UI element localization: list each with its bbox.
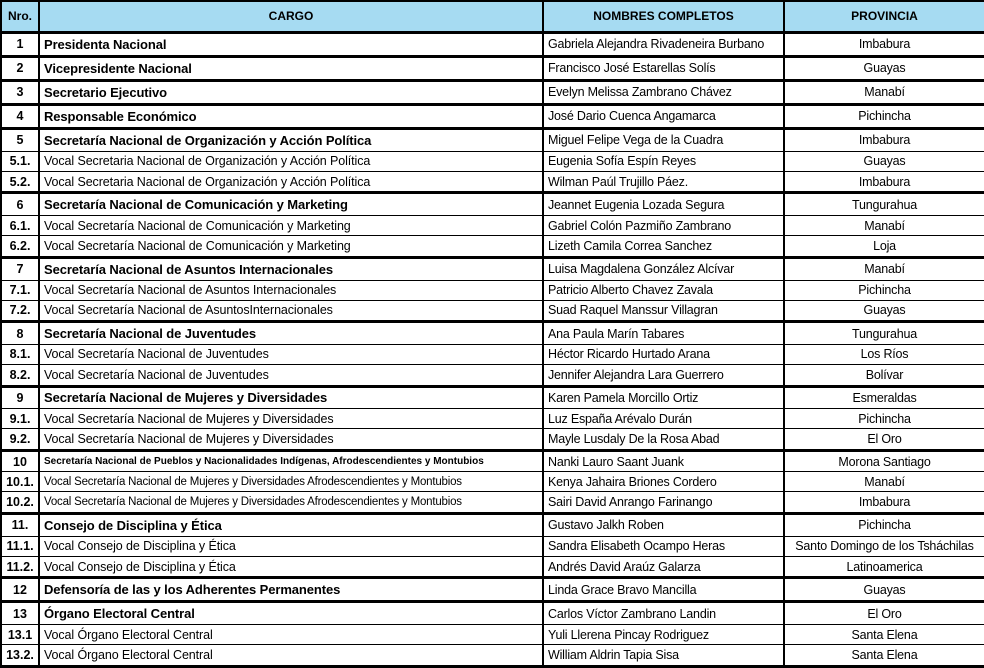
nombre-cell: Linda Grace Bravo Mancilla — [543, 578, 784, 602]
nombre-cell: Miguel Felipe Vega de la Cuadra — [543, 129, 784, 152]
table-row — [1, 386, 984, 409]
provincia-cell: Manabí — [784, 257, 984, 280]
cargo-cell: Secretaría Nacional de Comunicación y Marketing — [39, 193, 543, 216]
table-row — [1, 450, 984, 471]
row-number-cell: 11. — [1, 513, 39, 536]
row-number-cell: 7 — [1, 257, 39, 280]
table-row — [1, 104, 984, 128]
cargo-cell: Vicepresidente Nacional — [39, 56, 543, 80]
table-row — [1, 536, 984, 556]
table-row — [1, 80, 984, 104]
row-number-cell: 6.2. — [1, 236, 39, 257]
table-row — [1, 556, 984, 577]
nombre-cell: Gustavo Jalkh Roben — [543, 513, 784, 536]
nombre-cell: Wilman Paúl Trujillo Páez. — [543, 171, 784, 192]
cargo-cell: Vocal Secretaría Nacional de Asuntos Internacionales — [39, 280, 543, 300]
nombre-cell: Héctor Ricardo Hurtado Arana — [543, 344, 784, 364]
row-number-cell: 8.2. — [1, 365, 39, 386]
cargo-cell: Vocal Secretaría Nacional de Mujeres y Diversidades Afrodescendientes y Montubios — [39, 492, 543, 513]
nombre-cell: Sandra Elisabeth Ocampo Heras — [543, 536, 784, 556]
cargo-cell: Vocal Secretaria Nacional de Organización y Acción Política — [39, 171, 543, 192]
cargo-cell: Secretario Ejecutivo — [39, 80, 543, 104]
provincia-cell: Guayas — [784, 151, 984, 171]
row-number-cell: 10 — [1, 450, 39, 471]
row-number-cell: 7.1. — [1, 280, 39, 300]
provincia-cell: Manabí — [784, 80, 984, 104]
provincia-cell: Pichincha — [784, 409, 984, 429]
provincia-cell: Santa Elena — [784, 645, 984, 667]
nombre-cell: José Dario Cuenca Angamarca — [543, 104, 784, 128]
nombre-cell: Kenya Jahaira Briones Cordero — [543, 472, 784, 492]
provincia-cell: Morona Santiago — [784, 450, 984, 471]
cargo-cell: Secretaría Nacional de Asuntos Internacionales — [39, 257, 543, 280]
table-row — [1, 300, 984, 321]
table-row — [1, 513, 984, 536]
table-row — [1, 645, 984, 667]
cargo-cell: Vocal Secretaría Nacional de Mujeres y Diversidades Afrodescendientes y Montubios — [39, 472, 543, 492]
provincia-cell: Tungurahua — [784, 322, 984, 345]
table-row — [1, 216, 984, 236]
provincia-cell: Imbabura — [784, 492, 984, 513]
row-number-cell: 9.1. — [1, 409, 39, 429]
row-number-cell: 2 — [1, 56, 39, 80]
row-number-cell: 12 — [1, 578, 39, 602]
row-number-cell: 10.2. — [1, 492, 39, 513]
nombre-cell: William Aldrin Tapia Sisa — [543, 645, 784, 667]
cargo-cell: Secretaría Nacional de Organización y Acción Política — [39, 129, 543, 152]
table-row — [1, 578, 984, 602]
nombre-cell: Ana Paula Marín Tabares — [543, 322, 784, 345]
provincia-cell: El Oro — [784, 602, 984, 625]
nombre-cell: Jeannet Eugenia Lozada Segura — [543, 193, 784, 216]
nombre-cell: Lizeth Camila Correa Sanchez — [543, 236, 784, 257]
provincia-cell: Imbabura — [784, 171, 984, 192]
row-number-cell: 9 — [1, 386, 39, 409]
provincia-cell: Los Ríos — [784, 344, 984, 364]
cargo-cell: Secretaría Nacional de Mujeres y Diversidades — [39, 386, 543, 409]
nombre-cell: Carlos Víctor Zambrano Landin — [543, 602, 784, 625]
nombre-cell: Nanki Lauro Saant Juank — [543, 450, 784, 471]
cargo-cell: Secretaría Nacional de Pueblos y Nacionalidades Indígenas, Afrodescendientes y Montubios — [39, 450, 543, 471]
provincia-cell: Manabí — [784, 216, 984, 236]
cargo-cell: Vocal Secretaria Nacional de Organización y Acción Política — [39, 151, 543, 171]
nombre-cell: Suad Raquel Manssur Villagran — [543, 300, 784, 321]
provincia-cell: Loja — [784, 236, 984, 257]
provincia-cell: Imbabura — [784, 32, 984, 56]
provincia-cell: Pichincha — [784, 280, 984, 300]
row-number-cell: 5.1. — [1, 151, 39, 171]
table-row — [1, 492, 984, 513]
column-header-nombres: NOMBRES COMPLETOS — [543, 1, 784, 32]
nombre-cell: Luz España Arévalo Durán — [543, 409, 784, 429]
cargo-cell: Presidenta Nacional — [39, 32, 543, 56]
row-number-cell: 6 — [1, 193, 39, 216]
table-row — [1, 409, 984, 429]
nombre-cell: Patricio Alberto Chavez Zavala — [543, 280, 784, 300]
table-row — [1, 257, 984, 280]
row-number-cell: 13.1 — [1, 625, 39, 645]
nombre-cell: Yuli Llerena Pincay Rodriguez — [543, 625, 784, 645]
row-number-cell: 5 — [1, 129, 39, 152]
provincia-cell: Manabí — [784, 472, 984, 492]
cargo-cell: Vocal Órgano Electoral Central — [39, 645, 543, 667]
provincia-cell: Guayas — [784, 56, 984, 80]
row-number-cell: 9.2. — [1, 429, 39, 450]
row-number-cell: 5.2. — [1, 171, 39, 192]
provincia-cell: El Oro — [784, 429, 984, 450]
table-row — [1, 129, 984, 152]
table-body — [1, 32, 984, 667]
cargo-cell: Defensoría de las y los Adherentes Permanentes — [39, 578, 543, 602]
provincia-cell: Tungurahua — [784, 193, 984, 216]
row-number-cell: 13.2. — [1, 645, 39, 667]
nombre-cell: Gabriela Alejandra Rivadeneira Burbano — [543, 32, 784, 56]
nombre-cell: Luisa Magdalena González Alcívar — [543, 257, 784, 280]
cargo-cell: Vocal Consejo de Disciplina y Ética — [39, 536, 543, 556]
table-row — [1, 322, 984, 345]
cargo-cell: Vocal Secretaría Nacional de Comunicación y Marketing — [39, 236, 543, 257]
table-row — [1, 472, 984, 492]
row-number-cell: 11.2. — [1, 556, 39, 577]
column-header-nro: Nro. — [1, 1, 39, 32]
cargo-cell: Vocal Secretaría Nacional de Juventudes — [39, 344, 543, 364]
table-header — [1, 1, 984, 32]
header-row — [1, 1, 984, 32]
nombre-cell: Francisco José Estarellas Solís — [543, 56, 784, 80]
row-number-cell: 3 — [1, 80, 39, 104]
table-row — [1, 280, 984, 300]
row-number-cell: 11.1. — [1, 536, 39, 556]
table-row — [1, 429, 984, 450]
table-row — [1, 171, 984, 192]
nombre-cell: Karen Pamela Morcillo Ortiz — [543, 386, 784, 409]
cargo-cell: Vocal Órgano Electoral Central — [39, 625, 543, 645]
provincia-cell: Imbabura — [784, 129, 984, 152]
provincia-cell: Santo Domingo de los Tsháchilas — [784, 536, 984, 556]
row-number-cell: 7.2. — [1, 300, 39, 321]
provincia-cell: Pichincha — [784, 513, 984, 536]
row-number-cell: 10.1. — [1, 472, 39, 492]
row-number-cell: 8.1. — [1, 344, 39, 364]
row-number-cell: 4 — [1, 104, 39, 128]
provincia-cell: Bolívar — [784, 365, 984, 386]
cargo-cell: Secretaría Nacional de Juventudes — [39, 322, 543, 345]
cargo-cell: Vocal Secretaría Nacional de Mujeres y Diversidades — [39, 429, 543, 450]
table-row — [1, 56, 984, 80]
table-row — [1, 151, 984, 171]
nombre-cell: Gabriel Colón Pazmiño Zambrano — [543, 216, 784, 236]
nombre-cell: Jennifer Alejandra Lara Guerrero — [543, 365, 784, 386]
provincia-cell: Guayas — [784, 300, 984, 321]
table-row — [1, 32, 984, 56]
row-number-cell: 13 — [1, 602, 39, 625]
cargo-cell: Vocal Consejo de Disciplina y Ética — [39, 556, 543, 577]
nombre-cell: Mayle Lusdaly De la Rosa Abad — [543, 429, 784, 450]
cargo-cell: Vocal Secretaría Nacional de Comunicación y Marketing — [39, 216, 543, 236]
nombre-cell: Eugenia Sofía Espín Reyes — [543, 151, 784, 171]
column-header-provincia: PROVINCIA — [784, 1, 984, 32]
cargo-cell: Vocal Secretaría Nacional de AsuntosInternacionales — [39, 300, 543, 321]
column-header-cargo: CARGO — [39, 1, 543, 32]
provincia-cell: Santa Elena — [784, 625, 984, 645]
cargo-cell: Consejo de Disciplina y Ética — [39, 513, 543, 536]
row-number-cell: 8 — [1, 322, 39, 345]
row-number-cell: 1 — [1, 32, 39, 56]
table-row — [1, 365, 984, 386]
cargo-cell: Vocal Secretaría Nacional de Mujeres y Diversidades — [39, 409, 543, 429]
row-number-cell: 6.1. — [1, 216, 39, 236]
table-row — [1, 236, 984, 257]
cargo-cell: Órgano Electoral Central — [39, 602, 543, 625]
nombre-cell: Andrés David Araúz Galarza — [543, 556, 784, 577]
provincia-cell: Esmeraldas — [784, 386, 984, 409]
table-row — [1, 625, 984, 645]
table-row — [1, 602, 984, 625]
nombre-cell: Evelyn Melissa Zambrano Chávez — [543, 80, 784, 104]
cargo-cell: Vocal Secretaría Nacional de Juventudes — [39, 365, 543, 386]
provincia-cell: Latinoamerica — [784, 556, 984, 577]
provincia-cell: Pichincha — [784, 104, 984, 128]
table-row — [1, 193, 984, 216]
cargo-cell: Responsable Económico — [39, 104, 543, 128]
provincia-cell: Guayas — [784, 578, 984, 602]
table-row — [1, 344, 984, 364]
nombre-cell: Sairi David Anrango Farinango — [543, 492, 784, 513]
